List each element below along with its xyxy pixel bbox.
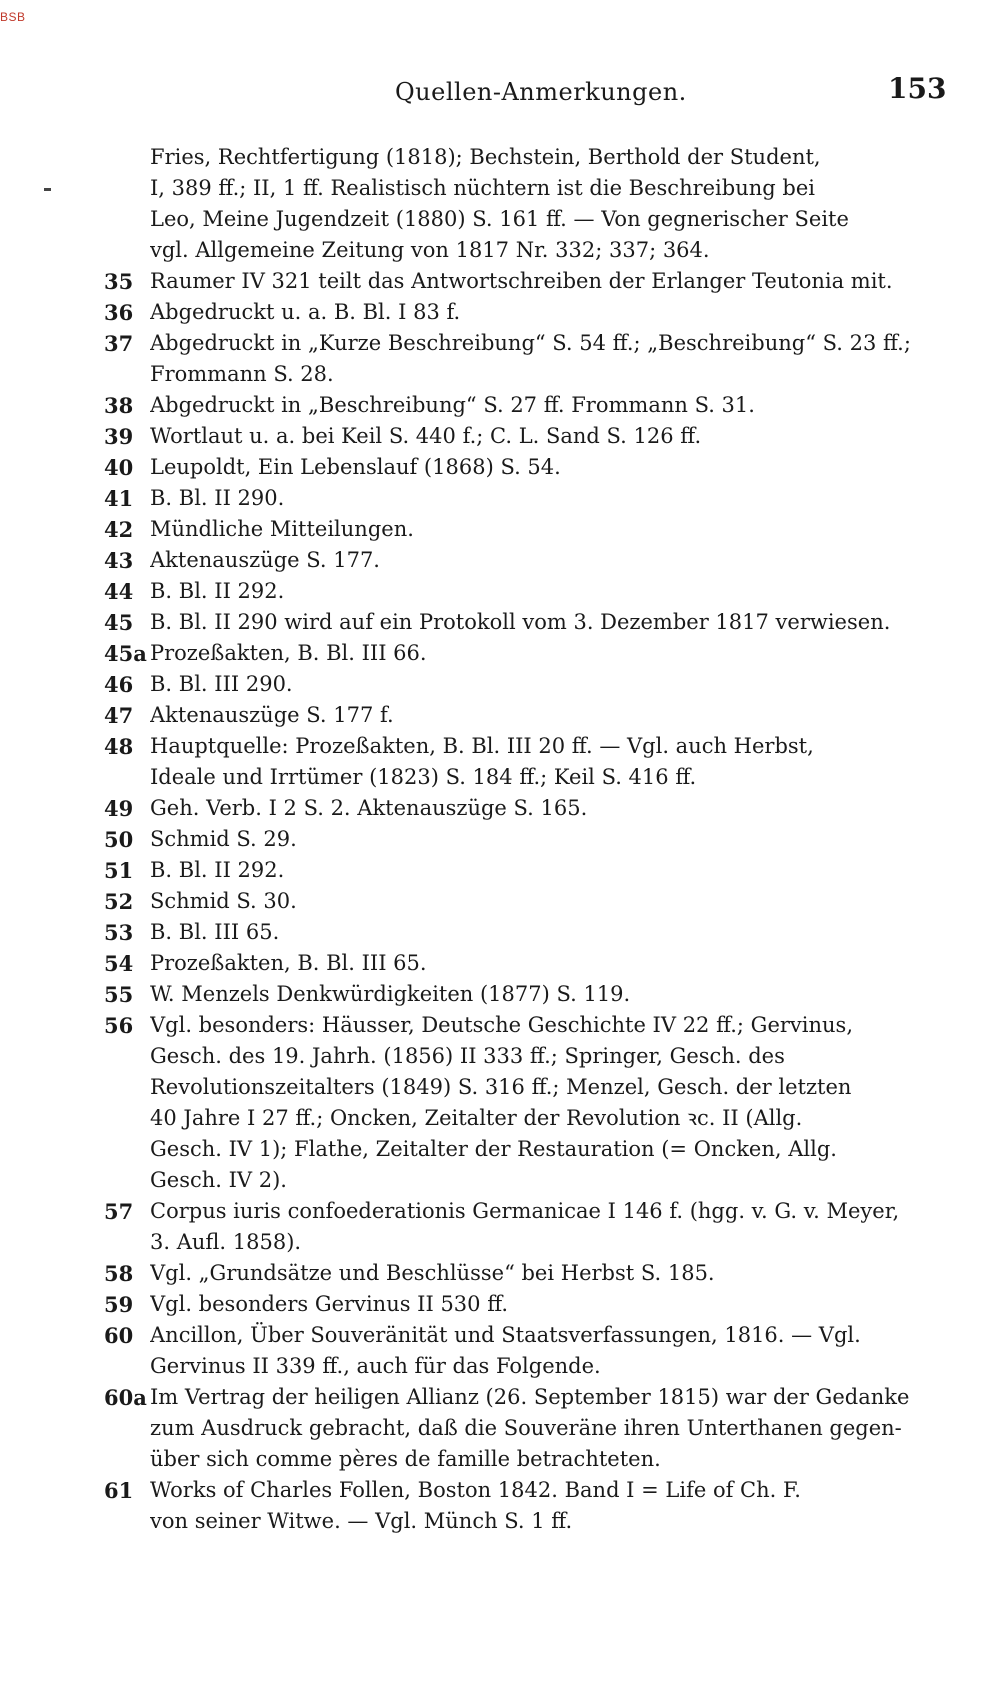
endnote-text-line: Abgedruckt u. a. B. Bl. I 83 f.: [150, 300, 461, 324]
endnote-text-line: Gesch. des 19. Jahrh. (1856) II 333 ff.; Springer, Gesch. des: [150, 1044, 785, 1068]
endnote-text-line: Gervinus II 339 ff., auch für das Folgende.: [150, 1354, 601, 1378]
endnote: [0, 390, 1000, 421]
endnote: [0, 669, 1000, 700]
endnote-number: 50: [104, 827, 134, 852]
endnote-number: 35: [104, 269, 134, 294]
endnote-text-line: 40 Jahre I 27 ff.; Oncken, Zeitalter der Revolution ꝛc. II (Allg.: [150, 1106, 803, 1130]
endnote-number: 57: [104, 1199, 134, 1224]
running-title: Quellen-Anmerkungen.: [395, 78, 687, 106]
endnote-number: 61: [104, 1478, 134, 1503]
endnote-number: 39: [104, 424, 134, 449]
endnote-text-line: Revolutionszeitalters (1849) S. 316 ff.; Menzel, Gesch. der letzten: [150, 1075, 852, 1099]
endnote-number: 45: [104, 610, 134, 635]
endnote-text-line: vgl. Allgemeine Zeitung von 1817 Nr. 332; 337; 364.: [150, 238, 710, 262]
endnote-text-line: Schmid S. 30.: [150, 889, 297, 913]
endnote: [0, 855, 1000, 886]
endnote-number: 60: [104, 1323, 134, 1348]
endnote-number: 52: [104, 889, 134, 914]
endnote-text-line: Gesch. IV 1); Flathe, Zeitalter der Restauration (= Oncken, Allg.: [150, 1137, 837, 1161]
endnote-text-line: Abgedruckt in „Kurze Beschreibung“ S. 54 ff.; „Beschreibung“ S. 23 ff.;: [150, 331, 911, 355]
endnote-text-line: über sich comme pères de famille betrachteten.: [150, 1447, 661, 1471]
endnote-number: 40: [104, 455, 134, 480]
endnote-text-line: Geh. Verb. I 2 S. 2. Aktenauszüge S. 165.: [150, 796, 588, 820]
endnote: [0, 1010, 1000, 1196]
endnote-number: 58: [104, 1261, 134, 1286]
endnote: [0, 514, 1000, 545]
endnote: [0, 1258, 1000, 1289]
endnote-number: 55: [104, 982, 134, 1007]
endnote-text-line: Hauptquelle: Prozeßakten, B. Bl. III 20 ff. — Vgl. auch Herbst,: [150, 734, 814, 758]
endnote: [0, 452, 1000, 483]
endnote-text-line: Prozeßakten, B. Bl. III 66.: [150, 641, 427, 665]
endnote: [0, 545, 1000, 576]
endnote-text-line: Aktenauszüge S. 177.: [150, 548, 380, 572]
endnote-text-line: B. Bl. II 290 wird auf ein Protokoll vom 3. Dezember 1817 verwiesen.: [150, 610, 891, 634]
endnote-text-line: zum Ausdruck gebracht, daß die Souveräne ihren Unterthanen gegen-: [150, 1416, 902, 1440]
endnote-text-line: Raumer IV 321 teilt das Antwortschreiben der Erlanger Teutonia mit.: [150, 269, 893, 293]
endnote-text-line: B. Bl. III 290.: [150, 672, 293, 696]
endnote-text-line: W. Menzels Denkwürdigkeiten (1877) S. 119.: [150, 982, 631, 1006]
endnote-number: 54: [104, 951, 134, 976]
library-stamp: BSB: [0, 10, 26, 24]
endnote-number: 60a: [104, 1385, 147, 1410]
endnote: [0, 948, 1000, 979]
endnote-text-line: Ideale und Irrtümer (1823) S. 184 ff.; Keil S. 416 ff.: [150, 765, 697, 789]
endnote-number: 36: [104, 300, 134, 325]
endnote: [0, 328, 1000, 390]
endnote-number: 42: [104, 517, 134, 542]
endnote-text-line: Vgl. „Grundsätze und Beschlüsse“ bei Herbst S. 185.: [150, 1261, 715, 1285]
endnote-text-line: Prozeßakten, B. Bl. III 65.: [150, 951, 427, 975]
endnote: [0, 1475, 1000, 1537]
endnote: [0, 700, 1000, 731]
endnote: [0, 917, 1000, 948]
endnote: [0, 607, 1000, 638]
endnote-text-line: Gesch. IV 2).: [150, 1168, 287, 1192]
endnote-text-line: Ancillon, Über Souveränität und Staatsverfassungen, 1816. — Vgl.: [150, 1323, 861, 1347]
endnote: [0, 638, 1000, 669]
endnote: [0, 793, 1000, 824]
endnote-text-line: Leo, Meine Jugendzeit (1880) S. 161 ff. — Von gegnerischer Seite: [150, 207, 849, 231]
endnote-number: 44: [104, 579, 134, 604]
endnote: [0, 483, 1000, 514]
endnote-text-line: 3. Aufl. 1858).: [150, 1230, 302, 1254]
endnote-text-line: Vgl. besonders Gervinus II 530 ff.: [150, 1292, 509, 1316]
endnote-text-line: I, 389 ff.; II, 1 ff. Realistisch nüchtern ist die Beschreibung bei: [150, 176, 815, 200]
endnote-number: 53: [104, 920, 134, 945]
endnote-number: 45a: [104, 641, 147, 666]
endnote: [0, 1382, 1000, 1475]
endnote-text-line: B. Bl. III 65.: [150, 920, 280, 944]
endnote-number: 43: [104, 548, 134, 573]
endnote-text-line: Mündliche Mitteilungen.: [150, 517, 414, 541]
page-header: [0, 72, 1000, 112]
endnote-text-line: Works of Charles Follen, Boston 1842. Band I = Life of Ch. F.: [150, 1478, 801, 1502]
endnote-text-line: Leupoldt, Ein Lebenslauf (1868) S. 54.: [150, 455, 561, 479]
endnote-number: 37: [104, 331, 134, 356]
endnote: [0, 1320, 1000, 1382]
endnote-text-line: B. Bl. II 292.: [150, 858, 285, 882]
endnote-text-line: Frommann S. 28.: [150, 362, 334, 386]
endnote-number: 47: [104, 703, 134, 728]
endnote: [0, 1196, 1000, 1258]
endnote-text-line: Im Vertrag der heiligen Allianz (26. September 1815) war der Gedanke: [150, 1385, 910, 1409]
endnote-text-line: Wortlaut u. a. bei Keil S. 440 f.; C. L. Sand S. 126 ff.: [150, 424, 702, 448]
endnote: [0, 1289, 1000, 1320]
endnote-text-line: Corpus iuris confoederationis Germanicae I 146 f. (hgg. v. G. v. Meyer,: [150, 1199, 900, 1223]
endnote-number: 49: [104, 796, 134, 821]
endnote-text-line: Fries, Rechtfertigung (1818); Bechstein, Berthold der Student,: [150, 145, 821, 169]
endnote-number: 38: [104, 393, 134, 418]
endnote: [0, 731, 1000, 793]
page-number: 153: [888, 72, 947, 105]
endnote-text-line: Vgl. besonders: Häusser, Deutsche Geschichte IV 22 ff.; Gervinus,: [150, 1013, 854, 1037]
endnote-number: 48: [104, 734, 134, 759]
endnotes-list: [0, 142, 1000, 1537]
endnote: [0, 886, 1000, 917]
endnote: [0, 297, 1000, 328]
endnote-text-line: B. Bl. II 290.: [150, 486, 285, 510]
endnote: [0, 979, 1000, 1010]
endnote-text-line: Schmid S. 29.: [150, 827, 297, 851]
endnote-text-line: Abgedruckt in „Beschreibung“ S. 27 ff. Frommann S. 31.: [150, 393, 755, 417]
endnote-number: 51: [104, 858, 134, 883]
endnote-number: 46: [104, 672, 134, 697]
endnote-text-line: von seiner Witwe. — Vgl. Münch S. 1 ff.: [150, 1509, 573, 1533]
endnote-number: 56: [104, 1013, 134, 1038]
endnote: [0, 576, 1000, 607]
endnote-text-line: Aktenauszüge S. 177 f.: [150, 703, 394, 727]
endnote-number: 41: [104, 486, 134, 511]
endnote-number: 59: [104, 1292, 134, 1317]
endnote: [0, 142, 1000, 266]
endnote: [0, 266, 1000, 297]
endnote: [0, 824, 1000, 855]
endnote: [0, 421, 1000, 452]
endnote-text-line: B. Bl. II 292.: [150, 579, 285, 603]
